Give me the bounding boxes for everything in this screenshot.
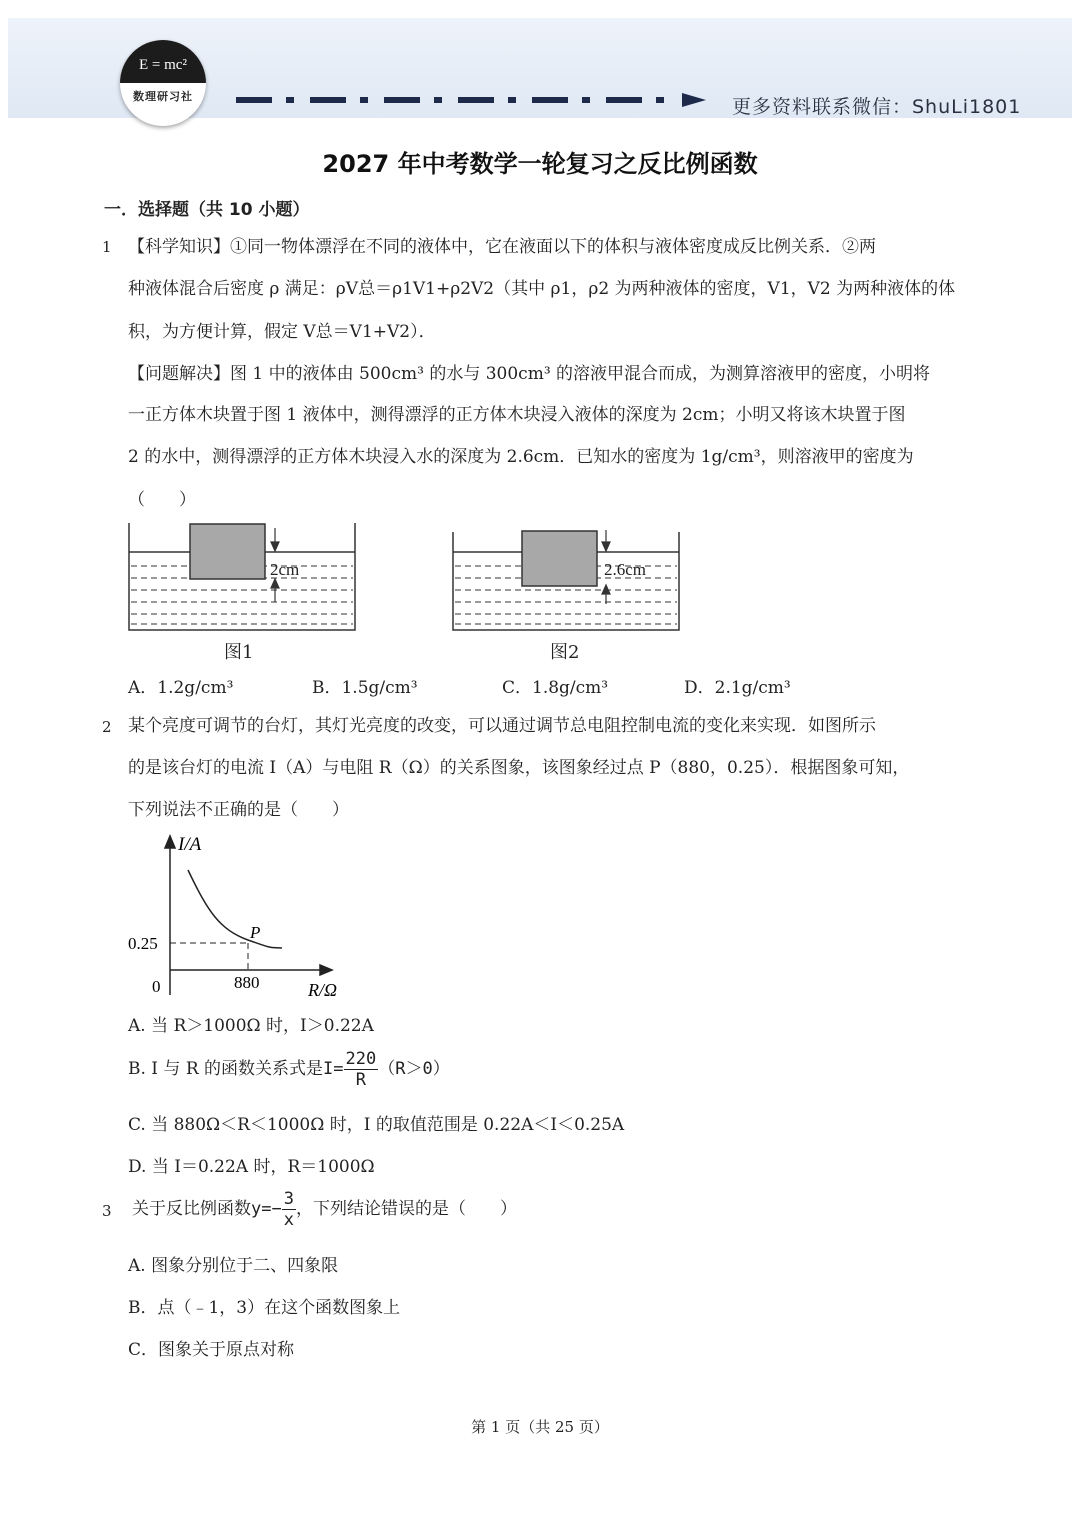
q1-line: 种液体混合后密度 ρ 满足：ρV总＝ρ1V1+ρ2V2（其中 ρ1，ρ2 为两种液体的密度，V1，V2 为两种液体的体 [128, 279, 956, 299]
q2-line: 某个亮度可调节的台灯，其灯光亮度的改变，可以通过调节总电阻控制电流的变化来实现．如图所示 [128, 716, 876, 736]
fig1-depth-label: 2cm [270, 560, 300, 579]
x-tick-label: 880 [234, 973, 260, 992]
fraction-denominator: x [283, 1210, 294, 1230]
q1-line: 【科学知识】①同一物体漂浮在不同的液体中，它在液面以下的体积与液体密度成反比例关系．②两 [128, 237, 876, 257]
q1-line: 2 的水中，测得漂浮的正方体木块浸入水的深度为 2.6cm．已知水的密度为 1g/cm³，则溶液甲的密度为 [128, 447, 914, 467]
q2-line: 的是该台灯的电流 I（A）与电阻 R（Ω）的关系图象，该图象经过点 P（880，0.25）．根据图象可知， [128, 758, 910, 778]
q3-suffix: ，下列结论错误的是（ ） [295, 1199, 517, 1219]
y-axis-label: I/A [178, 834, 202, 855]
hyperbola-curve [188, 870, 282, 948]
header-contact: 更多资料联系微信：ShuLi1801 [732, 96, 1022, 118]
formula-lhs: I= [323, 1059, 344, 1079]
page-header [8, 18, 1072, 118]
x-axis-label: R/Ω [308, 980, 338, 1000]
q1-line: 【问题解决】图 1 中的液体由 500cm³ 的水与 300cm³ 的溶液甲混合而成，为测算溶液甲的密度，小明将 [128, 364, 931, 384]
option-c: C．1.8g/cm³ [502, 678, 609, 698]
formula-lhs: y=− [251, 1199, 282, 1219]
fraction-numerator: 3 [283, 1189, 294, 1209]
question-number: 2 [102, 718, 112, 736]
logo-name: 数理研习社 [133, 90, 193, 103]
fraction-numerator: 220 [345, 1049, 377, 1069]
option-d: D. 当 I＝0.22A 时，R＝1000Ω [128, 1157, 375, 1177]
section-title: 一．选择题（共 10 小题） [104, 200, 310, 220]
logo-formula: E = mc² [120, 40, 206, 83]
option-a: A. 当 R＞1000Ω 时，I＞0.22A [128, 1016, 374, 1036]
current-resistance-graph [120, 830, 350, 1002]
q3-prefix: 关于反比例函数 [132, 1199, 251, 1219]
fraction [344, 1049, 379, 1090]
document-title: 2027 年中考数学一轮复习之反比例函数 [322, 150, 758, 178]
figure-1-container [124, 518, 360, 636]
option-b-text: B. I 与 R 的函数关系式是 [128, 1059, 324, 1079]
q3-stem [132, 1189, 517, 1230]
y-tick-label: 0.25 [128, 934, 158, 953]
point-label: P [250, 923, 261, 942]
page-footer: 第 1 页（共 25 页） [471, 1418, 609, 1436]
option-d: D．2.1g/cm³ [684, 678, 791, 698]
option-a: A．1.2g/cm³ [128, 678, 234, 698]
fraction [282, 1189, 296, 1230]
wood-block [522, 531, 597, 586]
option-a: A. 图象分别位于二、四象限 [128, 1256, 339, 1276]
figure-2-caption: 图2 [550, 642, 580, 663]
q1-line: 一正方体木块置于图 1 液体中，测得漂浮的正方体木块浸入液体的深度为 2cm；小明又将该木块置于图 [128, 405, 906, 425]
wood-block [190, 524, 265, 579]
option-b [128, 1049, 450, 1090]
option-b: B．点（﹣1，3）在这个函数图象上 [128, 1298, 401, 1318]
q2-line: 下列说法不正确的是（ ） [128, 800, 349, 820]
question-number: 3 [102, 1202, 112, 1220]
figure-2-container [448, 518, 684, 636]
fraction-denominator: R [355, 1070, 366, 1090]
figure-1-caption: 图1 [224, 642, 254, 663]
option-b: B．1.5g/cm³ [312, 678, 418, 698]
header-dash-line [236, 93, 706, 107]
logo [120, 40, 206, 126]
option-c: C. 当 880Ω＜R＜1000Ω 时，I 的取值范围是 0.22A＜I＜0.25A [128, 1115, 625, 1135]
option-c: C．图象关于原点对称 [128, 1340, 295, 1360]
formula-domain: （R＞0） [378, 1059, 450, 1079]
fig2-depth-label: 2.6cm [604, 560, 647, 579]
question-number: 1 [102, 238, 112, 256]
q1-line: 积，为方便计算，假定 V总＝V1+V2）． [128, 322, 436, 342]
q1-line: （ ） [128, 490, 196, 510]
origin-label: 0 [152, 977, 161, 996]
